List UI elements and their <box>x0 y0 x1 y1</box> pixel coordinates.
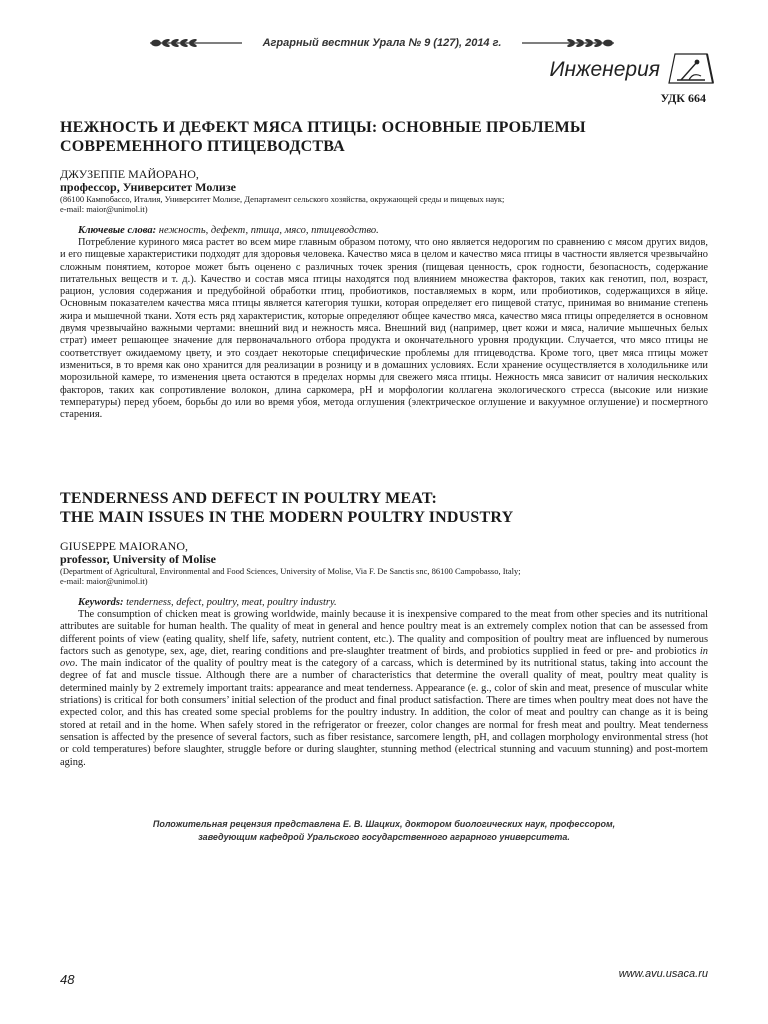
review-line1: Положительная рецензия представлена Е. В. Шацких, доктором биологических наук, профессором, <box>152 819 616 829</box>
en-title-line1: TENDERNESS AND DEFECT IN POULTRY MEAT: <box>60 490 438 507</box>
en-author-email: e-mail: maior@unimol.it) <box>60 576 148 586</box>
ru-keywords <box>60 225 708 237</box>
ru-title-line2: СОВРЕМЕННОГО ПТИЦЕВОДСТВА <box>60 138 345 155</box>
ru-keywords-text: нежность, дефект, птица, мясо, птицеводство. <box>156 225 379 236</box>
section-heading <box>540 52 715 85</box>
en-abstract-part1: The consumption of chicken meat is growing worldwide, mainly because it is inexpensive compared to the meat from other species and its nutritional attributes are suitable for human health. The quality of meat in general and hence poultry meat is an extremely complex notion that can be assessed from different points of view (eating quality, shelf life, safety, nutrient content, etc.). The quality and composition of poultry meat are influenced by numerous factors such as genotype, sex, age, diet, rearing conditions and pre-slaughter treatment of birds, and probiotics supplied in feed or pre- and probiotics <box>60 609 708 657</box>
ru-keywords-label: Ключевые слова: <box>78 225 157 236</box>
ru-title-line1: НЕЖНОСТЬ И ДЕФЕКТ МЯСА ПТИЦЫ: ОСНОВНЫЕ ПРОБЛЕМЫ <box>60 119 586 136</box>
review-line2: заведующим кафедрой Уральского государственного аграрного университета. <box>198 832 570 842</box>
ru-author-position: профессор, Университет Молизе <box>60 180 236 194</box>
en-abstract-part2: . The main indicator of the quality of poultry meat is the category of a carcass, which is determined by its nutritional status, taking into account the degree of fat and muscle tissue. Although there are a number of characteristics that determine the overall quality of meat, poultry meat quality is determined mainly by 2 extremely important traits: appearance and meat tenderness. Appearance (e. g., color of skin and meat, presence of muscular white striations) is critical for both consumers’ initial selection of the product and final product satisfaction. There are times when poultry meat does not have the expected color, and this has created some special problems for the poultry industry. In addition, the color of meat and poultry can change as it is being stored at retail and in the home. When safely stored in the refrigerator or freezer, color changes are normal for fresh meat and poultry. Meat tenderness sensation is affected by the presence of several factors, such as fiber resistance, sarcomere length, pH, and collagen morphology environmental stress (hot or cold temperatures) before slaughter, struggle before or during slaughter, stunning method (electrical stunning and vacuum stunning) and post-mortem aging. <box>60 658 708 768</box>
wheat-ornament-left-icon <box>150 38 242 48</box>
ru-author-address: (86100 Кампобассо, Италия, Университет Молизе, Департамент сельского хозяйства, окружающей среды и пищевых наук; <box>60 194 505 204</box>
ru-abstract: Потребление куриного мяса растет во всем мире главным образом потому, что оно является недорогим по сравнению с мясом других видов, и его пищевые характеристики подходят для здоровья человека. Качество мяса в целом и качество мяса птицы в частности является чрезвычайно сложным понятием, которое может быть оценено с различных точек зрения (пищевая ценность, срок годности, безопасность, содержание питательных веществ и т. д.). Качество и состав мяса птицы находятся под влиянием множества факторов, таких как генотип, пол, возраст, рацион, условия содержания и предубойной обработки птиц, пробиотиков, поставляемых в корм, или пробиотиков, содержащихся в яйце. Основным показателем качества мяса птицы является категория тушки, которая определяет его пищевой статус, принимая во внимание степень жира и мышечной ткани. Хотя есть ряд характеристик, которые определяют общее качество мяса, качество мяса птицы определяется в основном двумя чрезвычайно важными чертами: внешний вид и нежность мяса. Внешний вид (например, цвет кожи и мяса, наличие мышечных белых страт) имеет решающее значение для первоначального отбора продукта и окончательного уровня продукции. Случается, что мясо птицы не соответствует ожидаемому цвету, и это создает некоторые специфические проблемы для птицеводства. Кроме того, цвет мяса птицы может измениться, в то время как оно хранится для реализации в розницу и в домашних условиях. Если хранение осуществляется в холодильнике или морозильной камере, то изменения цвета остаются в пределах нормы для свежего мяса птицы. Нежность мяса зависит от наличия нескольких факторов, таких как сопротивление волокон, длина саркомера, pH и морфологии коллагена экологического стресса (высокие или низкие температуры) перед убоем, борьбы до или во время убоя, метода оглушения (электрическое оглушение и вакуумное оглушение) и посмертного старения. <box>60 237 708 421</box>
en-abstract <box>60 609 708 769</box>
en-author-address: (Department of Agricultural, Environmental and Food Sciences, University of Molise, Via F. De Sanctis snc, 86100 Campobasso, Italy; <box>60 566 521 576</box>
russian-article-block <box>60 118 708 421</box>
en-author-name: GIUSEPPE MAIORANO, <box>60 539 189 553</box>
udk-code: УДК 664 <box>660 91 706 105</box>
journal-header-title: Аграрный вестник Урала № 9 (127), 2014 г. <box>262 37 502 49</box>
en-keywords-text: tenderness, defect, poultry, meat, poultry industry. <box>123 597 337 608</box>
ru-author-email: e-mail: maior@unimol.it) <box>60 204 148 214</box>
en-abstract-italic: in ovo <box>60 645 708 670</box>
en-title-line2: THE MAIN ISSUES IN THE MODERN POULTRY INDUSTRY <box>60 509 514 526</box>
ru-author-name: ДЖУЗЕППЕ МАЙОРАНО, <box>60 167 199 181</box>
en-keywords <box>60 597 708 609</box>
review-note <box>60 818 708 844</box>
engineering-logo-icon <box>667 52 715 85</box>
page-number: 48 <box>60 972 75 987</box>
website-link[interactable]: www.avu.usaca.ru <box>618 968 708 980</box>
en-author-position: professor, University of Molise <box>60 552 216 566</box>
en-keywords-label: Keywords: <box>78 597 124 608</box>
section-title: Инженерия <box>549 58 660 81</box>
running-header <box>150 34 614 52</box>
english-article-block <box>60 489 708 769</box>
wheat-ornament-right-icon <box>522 38 614 48</box>
